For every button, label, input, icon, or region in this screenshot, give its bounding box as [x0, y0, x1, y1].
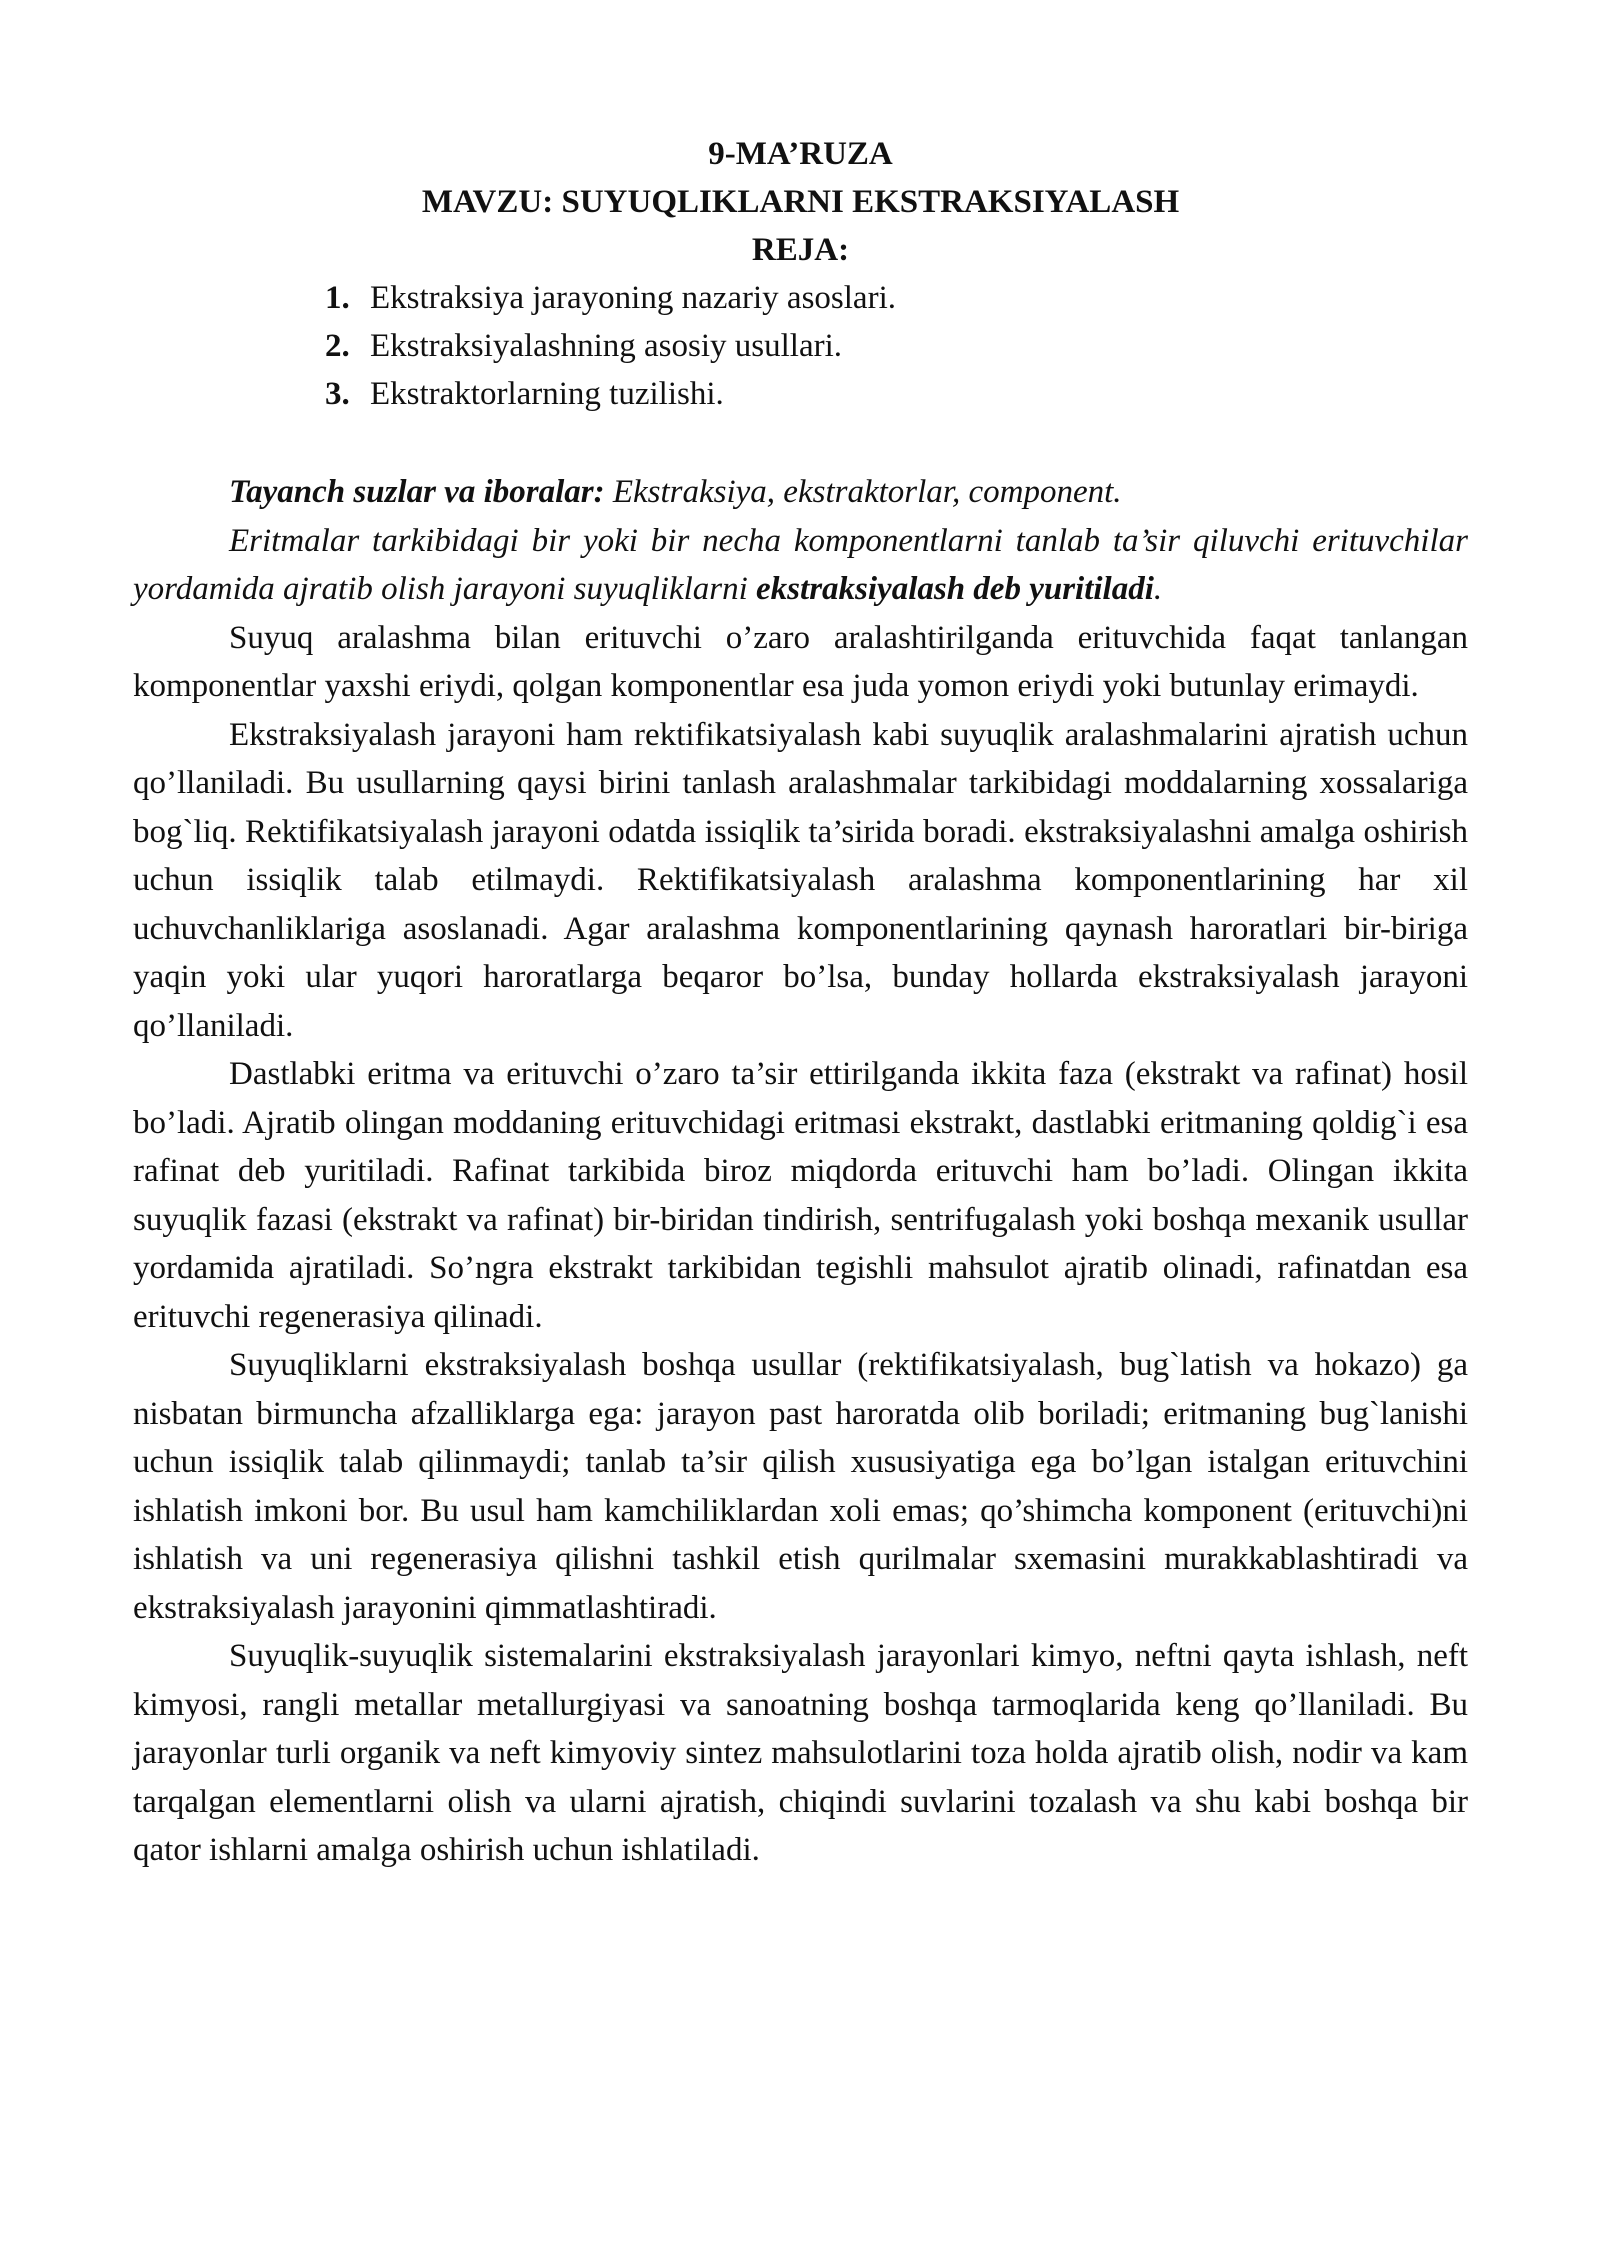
- body-paragraph: Suyuq aralashma bilan erituvchi o’zaro aralashtirilganda erituvchida faqat tanlangan komponentlar yaxshi eriydi, qolgan komponentlar esa juda yomon eriydi yoki butunlay erimaydi.: [133, 619, 1468, 704]
- lecture-number: 9-MA’RUZA: [708, 136, 893, 172]
- body-paragraph: Suyuqliklarni ekstraksiyalash boshqa usullar (rektifikatsiyalash, bug`latish va hokazo) ga nisbatan birmuncha afzalliklarga ega: jarayon past haroratda olib boriladi; eritmaning bug`lanishi uchun issiqlik talab qilinmaydi; tanlab ta’sir qilish xususiyatiga ega bo’lgan istalgan erituvchini ishlatish imkoni bor. Bu usul ham kamchiliklardan xoli emas; qo’shimcha komponent (erituvchi)ni ishlatish va uni regenerasiya qilishni tashkil etish qurilmalar sxemasini murakkablashtiradi va ekstraksiyalash jarayonini qimmatlashtiradi.: [133, 1347, 1468, 1626]
- definition-paragraph: [133, 517, 1468, 614]
- plan-item-number: 1.: [325, 280, 350, 316]
- definition-term: ekstraksiyalash deb yuritiladi: [756, 571, 1154, 607]
- plan-item: [325, 370, 1468, 418]
- plan-item: [325, 274, 1468, 322]
- plan-item-text: Ekstraksiyalashning asosiy usullari.: [370, 328, 843, 364]
- definition-end: .: [1153, 571, 1163, 607]
- section-spacer: [133, 418, 1468, 468]
- body-paragraph: Dastlabki eritma va erituvchi o’zaro ta’sir ettirilganda ikkita faza (ekstrakt va rafinat) hosil bo’ladi. Ajratib olingan moddaning erituvchidagi eritmasi ekstrakt, dastlabki eritmaning qoldig`i esa rafinat deb yuritiladi. Rafinat tarkibida biroz miqdorda erituvchi ham bo’ladi. Olingan ikkita suyuqlik fazasi (ekstrakt va rafinat) bir-biridan tindirish, sentrifugalash yoki boshqa mexanik usullar yordamida ajratiladi. So’ngra ekstrakt tarkibidan tegishli mahsulot ajratib olinadi, rafinatdan esa erituvchi regenerasiya qilinadi.: [133, 1056, 1468, 1335]
- plan-item-number: 3.: [325, 376, 350, 412]
- body-paragraph: Suyuqlik-suyuqlik sistemalarini ekstraksiyalash jarayonlari kimyo, neftni qayta ishlash, neft kimyosi, rangli metallar metallurgiyasi va sanoatning boshqa tarmoqlarida keng qo’llaniladi. Bu jarayonlar turli organik va neft kimyoviy sintez mahsulotlarini toza holda ajratib olish, nodir va kam tarqalgan elementlarni olish va ularni ajratish, chiqindi suvlarini tozalash va shu kabi boshqa bir qator ishlarni amalga oshirish uchun ishlatiladi.: [133, 1638, 1468, 1868]
- document-page: [133, 130, 1468, 1875]
- keywords-paragraph: [133, 468, 1468, 517]
- body-paragraph: Ekstraksiyalash jarayoni ham rektifikatsiyalash kabi suyuqlik aralashmalarini ajratish uchun qo’llaniladi. Bu usullarning qaysi birini tanlash aralashmalar tarkibidagi moddalarning xossalariga bog`liq. Rektifikatsiyalash jarayoni odatda issiqlik ta’sirida boradi. ekstraksiyalashni amalga oshirish uchun issiqlik talab etilmaydi. Rektifikatsiyalash aralashma komponentlarining har xil uchuvchanliklariga asoslanadi. Agar aralashma komponentlarining qaynash haroratlari bir-biriga yaqin yoki ular yuqori haroratlarga beqaror bo’lsa, bunday hollarda ekstraksiyalash jarayoni qo’llaniladi.: [133, 716, 1468, 1044]
- plan-item-number: 2.: [325, 328, 350, 364]
- plan-item: [325, 322, 1468, 370]
- plan-item-text: Ekstraktorlarning tuzilishi.: [370, 376, 724, 412]
- plan-list: [133, 274, 1468, 418]
- plan-title: REJA:: [751, 232, 850, 268]
- plan-item-text: Ekstraksiya jarayoning nazariy asoslari.: [370, 280, 896, 316]
- keywords-text: Ekstraksiya, ekstraktorlar, component.: [604, 474, 1122, 510]
- keywords-label: Tayanch suzlar va iboralar:: [229, 474, 605, 510]
- lecture-topic: MAVZU: SUYUQLIKLARNI EKSTRAKSIYALASH: [421, 184, 1180, 220]
- definition-text: Eritmalar tarkibidagi bir yoki bir necha komponentlarni tanlab ta’sir qiluvchi erituvchilar yordamida ajratib olish jarayoni suyuqliklarni: [133, 522, 1468, 607]
